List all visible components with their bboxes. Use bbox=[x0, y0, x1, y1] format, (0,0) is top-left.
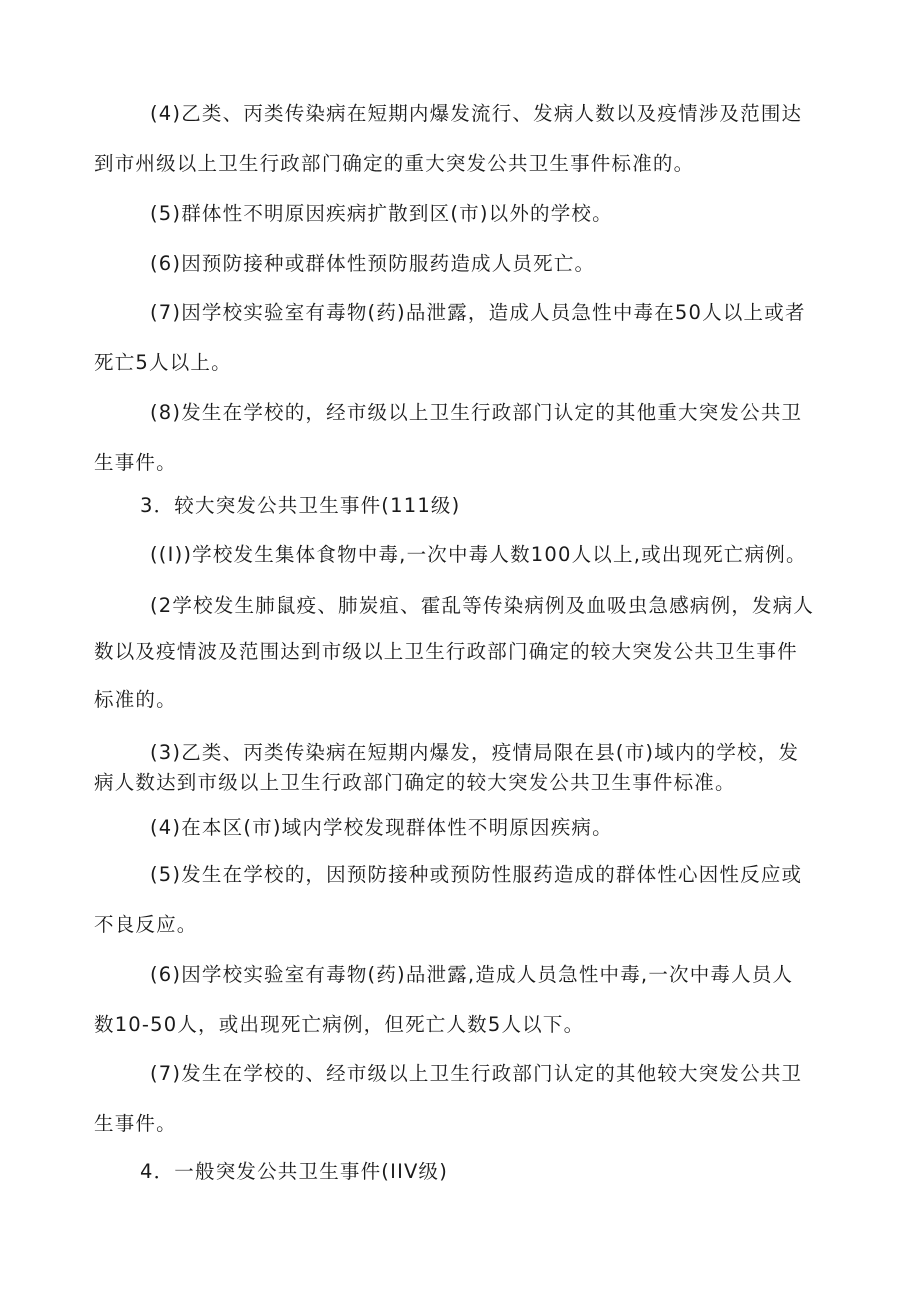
text-line-larger-5-a: (5)发生在学校的，因预防接种或预防性服药造成的群体性心因性反应或 bbox=[150, 863, 803, 886]
text-line-major-5: (5)群体性不明原因疾病扩散到区(市)以外的学校。 bbox=[150, 202, 613, 225]
text-line-larger-2-a: (2学校发生肺鼠疫、肺炭疽、霍乱等传染病例及血吸虫急感病例，发病人 bbox=[150, 594, 815, 617]
text-line-larger-6-b: 数10-50人，或出现死亡病例，但死亡人数5人以下。 bbox=[94, 1013, 585, 1036]
text-line-larger-4: (4)在本区(市)域内学校发现群体性不明原因疾病。 bbox=[150, 816, 613, 839]
text-line-major-6: (6)因预防接种或群体性预防服药造成人员死亡。 bbox=[150, 252, 596, 275]
text-line-major-7-a: (7)因学校实验室有毒物(药)品泄露，造成人员急性中毒在50人以上或者 bbox=[150, 301, 806, 324]
text-line-major-4-a: (4)乙类、丙类传染病在短期内爆发流行、发病人数以及疫情涉及范围达 bbox=[150, 102, 803, 125]
text-line-larger-3-b: 病人数达到市级以上卫生行政部门确定的较大突发公共卫生事件标准。 bbox=[94, 771, 736, 794]
text-line-major-8-a: (8)发生在学校的，经市级以上卫生行政部门认定的其他重大突发公共卫 bbox=[150, 401, 803, 424]
text-line-major-7-b: 死亡5人以上。 bbox=[94, 351, 232, 374]
text-line-larger-3-a: (3)乙类、丙类传染病在短期内爆发，疫情局限在县(市)域内的学校，发 bbox=[150, 741, 800, 764]
text-line-larger-7-a: (7)发生在学校的、经市级以上卫生行政部门认定的其他较大突发公共卫 bbox=[150, 1062, 803, 1085]
text-line-larger-6-a: (6)因学校实验室有毒物(药)品泄露,造成人员急性中毒,一次中毒人员人 bbox=[150, 963, 794, 986]
text-line-larger-7-b: 生事件。 bbox=[94, 1112, 177, 1135]
text-line-major-8-b: 生事件。 bbox=[94, 451, 177, 474]
text-line-larger-5-b: 不良反应。 bbox=[94, 913, 198, 936]
text-line-larger-2-c: 标准的。 bbox=[94, 688, 177, 711]
section-heading-3: 3．较大突发公共卫生事件(111级) bbox=[140, 494, 461, 517]
section-heading-4: 4．一般突发公共卫生事件(IIV级) bbox=[140, 1160, 449, 1183]
text-line-larger-2-b: 数以及疫情波及范围达到市级以上卫生行政部门确定的较大突发公共卫生事件 bbox=[94, 640, 798, 663]
text-line-major-4-b: 到市州级以上卫生行政部门确定的重大突发公共卫生事件标准的。 bbox=[94, 152, 695, 175]
text-line-larger-1: ((I))学校发生集体食物中毒,一次中毒人数100人以上,或出现死亡病例。 bbox=[150, 543, 807, 566]
